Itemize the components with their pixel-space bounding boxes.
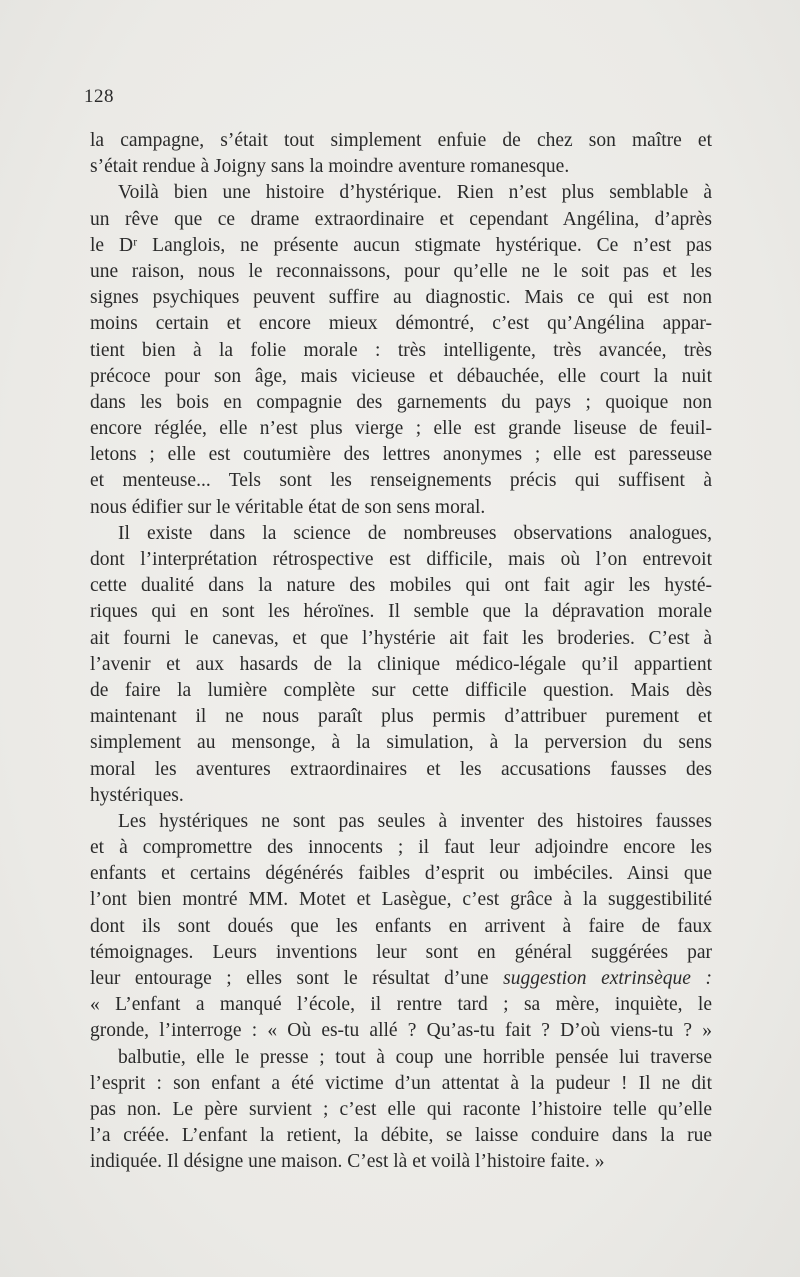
text-line: et à compromettre des innocents ; il faut leur adjoindre encore les (90, 837, 712, 859)
text-line: s’était rendue à Joigny sans la moindre aventure romanesque. (90, 156, 570, 178)
text-line: dont ils sont doués que les enfants en arrivent à faire de faux (90, 915, 712, 937)
text-line: Les hystériques ne sont pas seules à inventer des histoires fausses (118, 810, 712, 832)
text-line: simplement au mensonge, à la simulation, à la perversion du sens (90, 732, 712, 754)
text-line: l’a créée. L’enfant la retient, la débite, se laisse conduire dans la rue (90, 1125, 712, 1147)
text-line: une raison, nous le reconnaissons, pour qu’elle ne le soit pas et les (90, 260, 712, 282)
text-line: Voilà bien une histoire d’hystérique. Rien n’est plus semblable à (118, 182, 712, 204)
text-line: un rêve que ce drame extraordinaire et cependant Angélina, d’après (90, 208, 712, 230)
text-line: le Dʳ Langlois, ne présente aucun stigmate hystérique. Ce n’est pas (90, 234, 712, 256)
text-line: témoignages. Leurs inventions leur sont en général suggérées par (90, 941, 712, 963)
text-line: cette dualité dans la nature des mobiles qui ont fait agir les hysté- (90, 575, 712, 597)
body-text (90, 128, 712, 1176)
text-line: l’ont bien montré MM. Motet et Lasègue, c’est grâce à la suggestibilité (90, 889, 712, 911)
italic-phrase: suggestion extrinsèque : (503, 968, 713, 989)
text-line: moins certain et encore mieux démontré, c’est qu’Angélina appar- (90, 313, 712, 335)
text-line: Il existe dans la science de nombreuses observations analogues, (118, 522, 712, 544)
text-line: l’avenir et aux hasards de la clinique médico-légale qu’il appartient (90, 653, 712, 675)
text-line: tient bien à la folie morale : très intelligente, très avancée, très (90, 339, 712, 361)
text-line: indiquée. Il désigne une maison. C’est là et voilà l’histoire faite. » (90, 1151, 605, 1173)
text-line-segment: leur entourage ; elles sont le résultat d’une (90, 968, 504, 989)
text-line: maintenant il ne nous paraît plus permis d’attribuer purement et (90, 706, 712, 728)
text-line: la campagne, s’était tout simplement enfuie de chez son maître et (90, 130, 712, 151)
text-line: riques qui en sont les héroïnes. Il semble que la dépravation morale (90, 601, 712, 623)
text-line: nous édifier sur le véritable état de son sens moral. (90, 496, 486, 518)
text-line: balbutie, elle le presse ; tout à coup une horrible pensée lui traverse (118, 1046, 712, 1068)
text-line: et menteuse... Tels sont les renseignements précis qui suffisent à (90, 470, 712, 492)
text-line: « L’enfant a manqué l’école, il rentre tard ; sa mère, inquiète, le (90, 994, 712, 1016)
text-line (90, 966, 712, 992)
text-line: pas non. Le père survient ; c’est elle qui raconte l’histoire telle qu’elle (90, 1098, 712, 1120)
text-line: dans les bois en compagnie des garnements du pays ; quoique non (90, 391, 712, 413)
page-number: 128 (84, 86, 114, 107)
text-line: de faire la lumière complète sur cette difficile question. Mais dès (90, 679, 712, 701)
text-line: l’esprit : son enfant a été victime d’un attentat à la pudeur ! Il ne dit (90, 1072, 712, 1094)
text-line: dont l’interprétation rétrospective est difficile, mais où l’on entrevoit (90, 549, 712, 570)
text-line: encore réglée, elle n’est plus vierge ; elle est grande liseuse de feuil- (90, 418, 712, 440)
text-line: enfants et certains dégénérés faibles d’esprit ou imbéciles. Ainsi que (90, 863, 712, 885)
text-line: moral les aventures extraordinaires et les accusations fausses des (90, 758, 712, 780)
text-line: hystériques. (90, 784, 184, 806)
text-line: signes psychiques peuvent suffire au diagnostic. Mais ce qui est non (90, 287, 712, 309)
text-line: gronde, l’interroge : « Où es-tu allé ? Qu’as-tu fait ? D’où viens-tu ? » (90, 1020, 712, 1042)
text-line: ait fourni le canevas, et que l’hystérie ait fait les broderies. C’est à (90, 627, 712, 649)
text-line: précoce pour son âge, mais vicieuse et débauchée, elle court la nuit (90, 365, 712, 387)
text-line: letons ; elle est coutumière des lettres anonymes ; elle est paresseuse (90, 444, 712, 466)
